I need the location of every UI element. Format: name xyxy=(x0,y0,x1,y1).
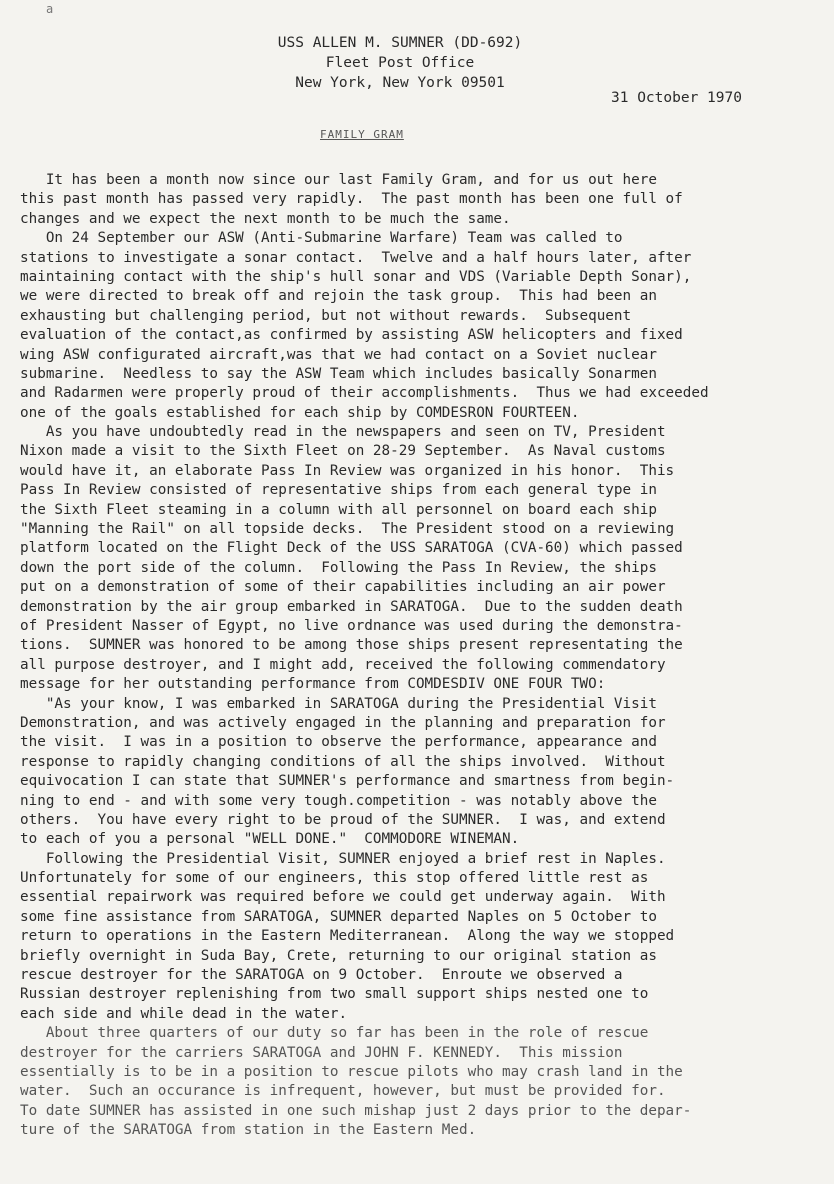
text-line: the Sixth Fleet steaming in a column with all personnel on board each ship xyxy=(20,501,657,518)
text-line: exhausting but challenging period, but not without rewards. Subsequent xyxy=(20,307,632,324)
text-line: briefly overnight in Suda Bay, Crete, returning to our original station as xyxy=(20,947,657,964)
text-line: response to rapidly changing conditions of all the ships involved. Without xyxy=(20,753,666,770)
text-line: others. You have every right to be proud of the SUMNER. I was, and extend xyxy=(20,811,666,828)
letterhead xyxy=(220,33,580,93)
text-line: water. Such an occurance is infrequent, however, but must be provided for. xyxy=(20,1083,666,1100)
text-line: submarine. Needless to say the ASW Team which includes basically Sonarmen xyxy=(20,365,657,382)
text-line: message for her outstanding performance from COMDESDIV ONE FOUR TWO: xyxy=(20,676,606,693)
text-line: evaluation of the contact,as confirmed by assisting ASW helicopters and fixed xyxy=(20,327,683,344)
text-line: "As your know, I was embarked in SARATOGA during the Presidential Visit xyxy=(20,695,657,712)
text-line: platform located on the Flight Deck of the USS SARATOGA (CVA-60) which passed xyxy=(20,540,683,557)
text-line: tions. SUMNER was honored to be among those ships present representating the xyxy=(20,637,683,654)
text-line: the visit. I was in a position to observe the performance, appearance and xyxy=(20,734,657,751)
text-line: all purpose destroyer, and I might add, received the following commendatory xyxy=(20,656,666,673)
text-line: On 24 September our ASW (Anti-Submarine Warfare) Team was called to xyxy=(20,230,623,247)
ship-name: USS ALLEN M. SUMNER (DD-692) xyxy=(277,35,523,51)
letter-body xyxy=(20,171,830,1141)
text-line: stations to investigate a sonar contact. Twelve and a half hours later, after xyxy=(20,249,692,266)
text-line: some fine assistance from SARATOGA, SUMNER departed Naples on 5 October to xyxy=(20,908,657,925)
text-line: put on a demonstration of some of their capabilities including an air power xyxy=(20,579,666,596)
address-line-2: New York, New York 09501 xyxy=(295,75,505,91)
text-line: each side and while dead in the water. xyxy=(20,1005,348,1022)
text-line: "Manning the Rail" on all topside decks. The President stood on a reviewing xyxy=(20,521,675,538)
address-line-1: Fleet Post Office xyxy=(325,55,475,71)
text-line: return to operations in the Eastern Mediterranean. Along the way we stopped xyxy=(20,928,675,945)
text-line: Following the Presidential Visit, SUMNER enjoyed a brief rest in Naples. xyxy=(20,850,666,867)
text-line: ning to end - and with some very tough.competition - was notably above the xyxy=(20,792,657,809)
text-line: About three quarters of our duty so far has been in the role of rescue xyxy=(20,1025,649,1042)
text-line: ture of the SARATOGA from station in the Eastern Med. xyxy=(20,1122,477,1139)
text-line: Demonstration, and was actively engaged in the planning and preparation for xyxy=(20,714,666,731)
text-line: rescue destroyer for the SARATOGA on 9 October. Enroute we observed a xyxy=(20,967,623,984)
text-line: demonstration by the air group embarked in SARATOGA. Due to the sudden death xyxy=(20,598,683,615)
text-line: this past month has passed very rapidly. The past month has been one full of xyxy=(20,191,683,208)
text-line: essentially is to be in a position to rescue pilots who may crash land in the xyxy=(20,1063,683,1080)
text-line: Pass In Review consisted of representative ships from each general type in xyxy=(20,482,657,499)
text-line: To date SUMNER has assisted in one such mishap just 2 days prior to the depar- xyxy=(20,1102,692,1119)
text-line: would have it, an elaborate Pass In Review was organized in his honor. This xyxy=(20,462,675,479)
text-line: Nixon made a visit to the Sixth Fleet on 28-29 September. As Naval customs xyxy=(20,443,666,460)
text-line: we were directed to break off and rejoin the task group. This had been an xyxy=(20,288,657,305)
text-line: changes and we expect the next month to be much the same. xyxy=(20,210,511,227)
text-line: one of the goals established for each ship by COMDESRON FOURTEEN. xyxy=(20,404,580,421)
text-line: Russian destroyer replenishing from two small support ships nested one to xyxy=(20,986,649,1003)
text-line: down the port side of the column. Following the Pass In Review, the ships xyxy=(20,559,657,576)
document-title: FAMILY GRAM xyxy=(320,128,404,141)
text-line: destroyer for the carriers SARATOGA and JOHN F. KENNEDY. This mission xyxy=(20,1044,623,1061)
text-line: wing ASW configurated aircraft,was that we had contact on a Soviet nuclear xyxy=(20,346,657,363)
corner-mark: a xyxy=(46,2,54,16)
text-line: maintaining contact with the ship's hull sonar and VDS (Variable Depth Sonar), xyxy=(20,268,692,285)
text-line: and Radarmen were properly proud of their accomplishments. Thus we had exceeded xyxy=(20,385,709,402)
letter-date: 31 October 1970 xyxy=(611,90,742,106)
text-line: to each of you a personal "WELL DONE." COMMODORE WINEMAN. xyxy=(20,831,520,848)
text-line: equivocation I can state that SUMNER's performance and smartness from begin- xyxy=(20,773,675,790)
text-line: of President Nasser of Egypt, no live ordnance was used during the demonstra- xyxy=(20,617,683,634)
text-line: essential repairwork was required before we could get underway again. With xyxy=(20,889,666,906)
text-line: As you have undoubtedly read in the newspapers and seen on TV, President xyxy=(20,424,666,441)
text-line: Unfortunately for some of our engineers, this stop offered little rest as xyxy=(20,870,649,887)
text-line: It has been a month now since our last Family Gram, and for us out here xyxy=(20,172,657,188)
